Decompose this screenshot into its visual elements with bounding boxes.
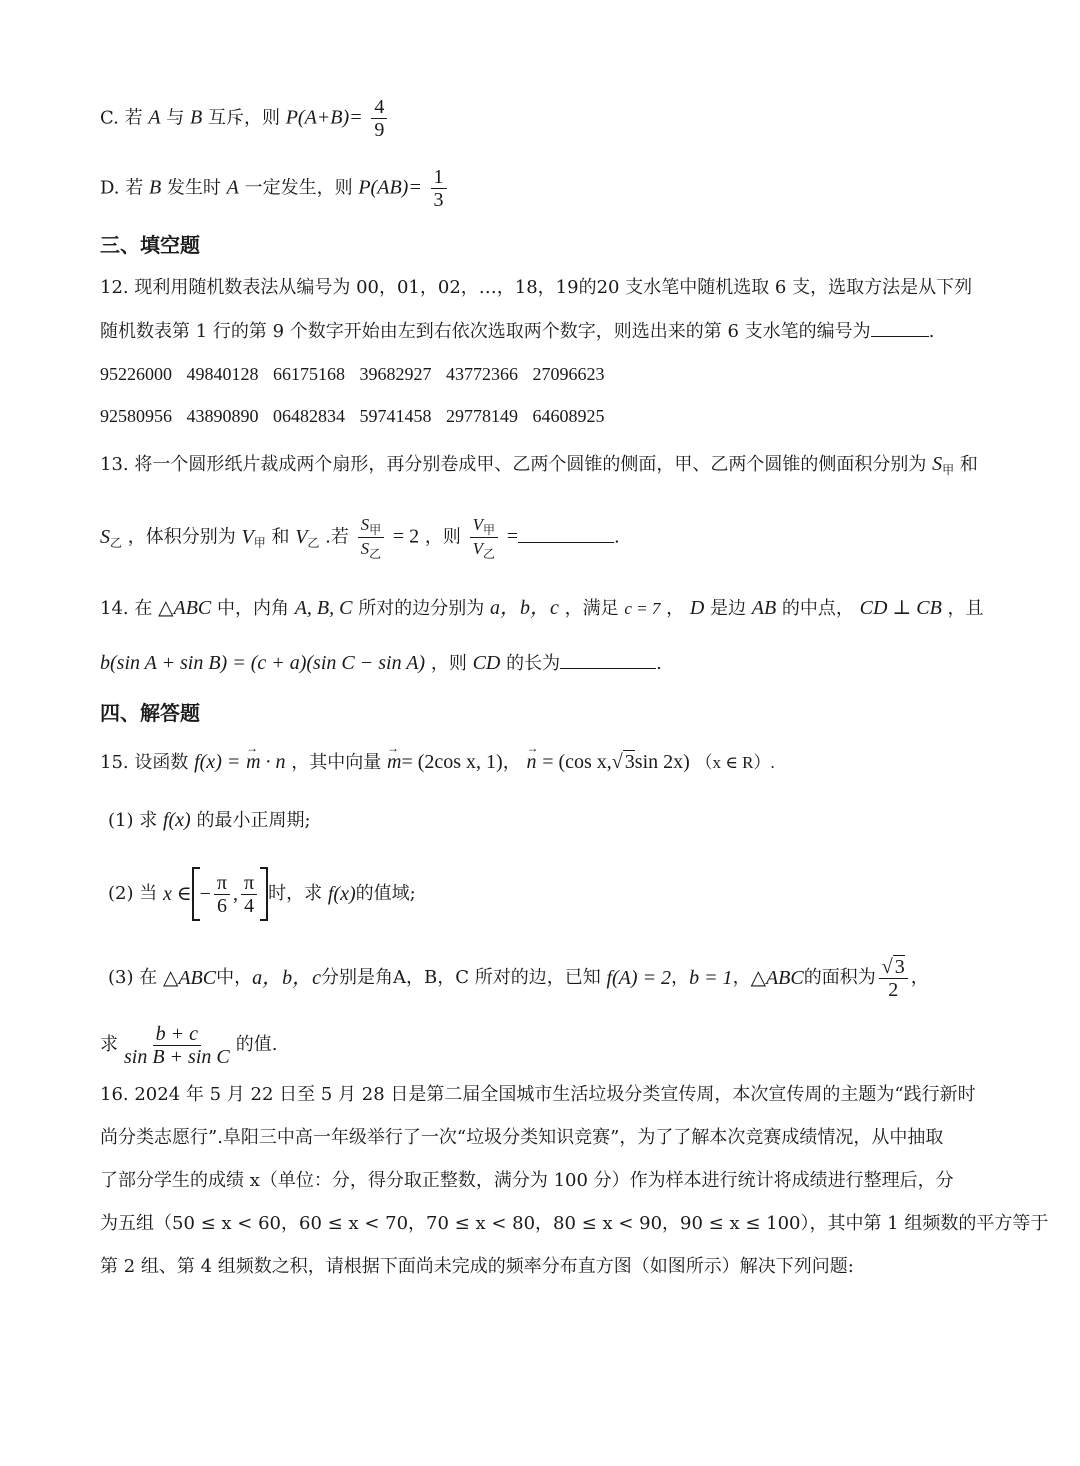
option-c [100, 96, 390, 141]
random-number-row-1: 95226000 49840128 66175168 39682927 43772366 27096623 [100, 364, 605, 384]
prob-expr: P(AB)= [358, 176, 422, 199]
subscript: 甲 [369, 523, 382, 537]
sqrt-symbol: √ [881, 955, 893, 978]
q12-line1: 12. 现利用随机数表法从编号为 00，01，02，…，18，19的20 支水笔中随机选取 6 支，选取方法是从下列 [100, 277, 973, 298]
point-d: D [689, 597, 705, 619]
var-b: B [190, 106, 203, 129]
text: 求 [100, 1034, 118, 1055]
s-jia [932, 453, 954, 475]
subscript: 乙 [110, 535, 123, 550]
radicand: 3 [894, 955, 905, 978]
subscript: 甲 [483, 523, 496, 537]
q15-part3-cont [100, 1018, 277, 1072]
text: 互斥，则 [207, 107, 280, 129]
text: (1) 求 [108, 810, 158, 831]
q14-line1 [100, 596, 984, 621]
denominator [358, 538, 385, 561]
function-f: f(x) [327, 883, 356, 905]
period: . [656, 653, 662, 674]
option-c-prefix: C. 若 [100, 107, 143, 129]
vector-m-def: = (2cos x, 1) [401, 751, 503, 773]
denominator [470, 538, 498, 561]
text: ， [671, 967, 690, 988]
section-heading-solutions: 四、解答题 [100, 701, 200, 725]
text: ，则 [424, 526, 461, 548]
text: 中， [216, 967, 253, 988]
dot-product: → m · n [246, 750, 285, 774]
right-bracket [260, 867, 268, 921]
sqrt-symbol: √ [611, 751, 623, 773]
equation: b(sin A + sin B) = (c + a)(sin C − sin A) [100, 652, 426, 674]
text: 的面积为 [803, 967, 876, 988]
text: 分别是角A，B，C 所对的边，已知 [321, 967, 601, 988]
option-d-prefix: D. 若 [100, 177, 144, 199]
text: .若 [325, 526, 349, 548]
text: 所对的边分别为 [358, 598, 485, 619]
domain: （x ∈ R）. [695, 753, 775, 772]
equals-two: = 2 [392, 525, 420, 548]
text: ， [502, 752, 521, 773]
v-yi [295, 526, 319, 548]
text: (2) 当 [108, 883, 158, 904]
function-value: f(A) = 2 [606, 967, 672, 989]
var-v: V [295, 525, 308, 548]
option-d [100, 166, 450, 211]
q14-line2 [100, 650, 662, 676]
vector-m: → m [387, 750, 401, 774]
text: 的最小正周期; [196, 810, 311, 831]
denominator: 3 [433, 189, 444, 211]
q12-text: 随机数表第 1 行的第 9 个数字开始由左到右依次选取两个数字，则选出来的第 6 支水笔的编号为 [100, 321, 871, 342]
text: 与 [166, 107, 185, 129]
q15-part2 [108, 864, 416, 924]
text: 一定发生，则 [244, 177, 353, 199]
vector-n: → n [526, 750, 536, 774]
numerator [358, 514, 385, 538]
condition: c = 7 [624, 599, 661, 618]
var-s: S [932, 453, 943, 475]
equals: = [506, 525, 519, 548]
text: 的中点， [781, 598, 854, 619]
var-b: B [148, 176, 162, 199]
answer-blank [871, 318, 929, 337]
perpendicular: CD ⊥ CB [859, 597, 942, 619]
var-v: V [241, 525, 254, 548]
text: 15. 设函数 [100, 752, 189, 773]
text: 是边 [710, 598, 747, 619]
function-f: f(x) = [194, 751, 241, 773]
var-s: S [100, 525, 110, 548]
q13-line2 [100, 514, 620, 561]
sides: a，b，c [252, 967, 321, 989]
text: ，且 [947, 598, 984, 619]
denominator: 4 [244, 894, 255, 917]
var-v: V [472, 539, 484, 558]
denominator: sin B + sin C [124, 1045, 230, 1068]
b-equals-1: b = 1 [689, 967, 733, 989]
numerator: 4 [371, 96, 387, 119]
numerator: π [214, 872, 230, 895]
text: 的值. [235, 1034, 278, 1055]
q15-part1 [108, 808, 311, 833]
prob-expr: P(A+B)= [285, 106, 363, 129]
fraction [431, 166, 447, 211]
vector-n-def: = (cos x, [542, 751, 612, 773]
section-heading-fill-blank: 三、填空题 [100, 233, 200, 257]
text: ， [732, 967, 751, 988]
text: ，满足 [564, 598, 619, 619]
text: 中，内角 [216, 598, 289, 619]
q16-line2: 尚分类志愿行”.阜阳三中高一年级举行了一次“垃圾分类知识竞赛”，为了了解本次竞赛成绩情况，从中抽取 [100, 1127, 944, 1148]
segment-ab: AB [751, 597, 777, 619]
v-jia [241, 526, 265, 548]
subscript: 乙 [483, 547, 496, 561]
triangle-abc: △ABC [162, 967, 217, 989]
var-a: A [148, 106, 161, 129]
denominator: 9 [374, 119, 385, 141]
text: ，其中向量 [291, 752, 382, 773]
text: ， [910, 967, 929, 988]
q16-line4: 为五组（50 ≤ x < 60，60 ≤ x < 70，70 ≤ x < 80，80 ≤ x < 90，90 ≤ x ≤ 100），其中第 1 组频数的平方等于 [100, 1213, 1049, 1234]
var-s: S [360, 539, 370, 558]
period: . [928, 321, 935, 342]
q16-line3: 了部分学生的成绩 x（单位：分，得分取正整数，满分为 100 分）作为样本进行统计将成绩进行整理后，分 [100, 1170, 954, 1191]
text: ，体积分别为 [127, 526, 236, 548]
fraction [214, 872, 230, 917]
minus: − [199, 883, 211, 905]
q12-line2 [100, 318, 934, 344]
numerator: π [241, 872, 257, 895]
text: ，则 [430, 653, 467, 674]
v-ratio-fraction [470, 514, 498, 561]
text: 和 [959, 454, 978, 475]
fraction [371, 96, 387, 141]
left-bracket [192, 867, 200, 921]
denominator: 2 [888, 978, 899, 1001]
function-f: f(x) [162, 809, 191, 831]
s-yi [100, 526, 122, 548]
subscript: 甲 [253, 535, 266, 550]
var-v: V [472, 515, 484, 534]
ratio-fraction [121, 1023, 233, 1068]
var-s: S [360, 515, 370, 534]
numerator: 1 [431, 166, 447, 189]
q15-intro [100, 750, 775, 775]
radicand: 3 [624, 751, 635, 773]
subscript: 乙 [307, 535, 320, 550]
q16-line1: 16. 2024 年 5 月 22 日至 5 月 28 日是第二届全国城市生活垃圾分类宣传周，本次宣传周的主题为“践行新时 [100, 1084, 976, 1105]
text: (3) 在 [108, 967, 158, 988]
text: ， [666, 598, 685, 619]
subscript: 乙 [369, 547, 382, 561]
var-x: x ∈ [162, 883, 192, 905]
fraction [241, 872, 257, 917]
numerator [470, 514, 498, 538]
text: 的长为 [506, 653, 561, 674]
var-a: A [226, 176, 239, 199]
numerator: b + c [153, 1023, 201, 1046]
random-number-row-2: 92580956 43890890 06482834 59741458 29778149 64608925 [100, 406, 605, 426]
comma: , [233, 883, 239, 905]
q13-line1 [100, 452, 978, 478]
q13-text: 13. 将一个圆形纸片裁成两个扇形，再分别卷成甲、乙两个圆锥的侧面，甲、乙两个圆锥的侧面积分别为 [100, 454, 927, 475]
denominator: 6 [216, 894, 227, 917]
q16-line5: 第 2 组、第 4 组频数之积，请根据下面尚未完成的频率分布直方图（如图所示）解决下列问题: [100, 1256, 854, 1277]
triangle-abc: △ABC [158, 597, 212, 619]
q15-part3 [108, 948, 929, 1008]
numerator [879, 956, 908, 979]
triangle-abc: △ABC [750, 967, 804, 989]
text: 的值域; [355, 883, 416, 904]
vector-n-def-end: sin 2x) [634, 751, 690, 773]
answer-blank [560, 650, 656, 669]
angles: A, B, C [294, 597, 353, 619]
period: . [614, 526, 620, 548]
s-ratio-fraction [358, 514, 385, 561]
answer-blank [518, 524, 614, 543]
text: 发生时 [166, 177, 221, 199]
area-fraction [879, 956, 908, 1001]
text: 14. 在 [100, 598, 153, 619]
text: 和 [271, 526, 290, 548]
segment-cd: CD [472, 652, 501, 674]
text: 时，求 [268, 883, 323, 904]
subscript: 甲 [942, 463, 955, 477]
sides: a，b，c [489, 597, 559, 619]
